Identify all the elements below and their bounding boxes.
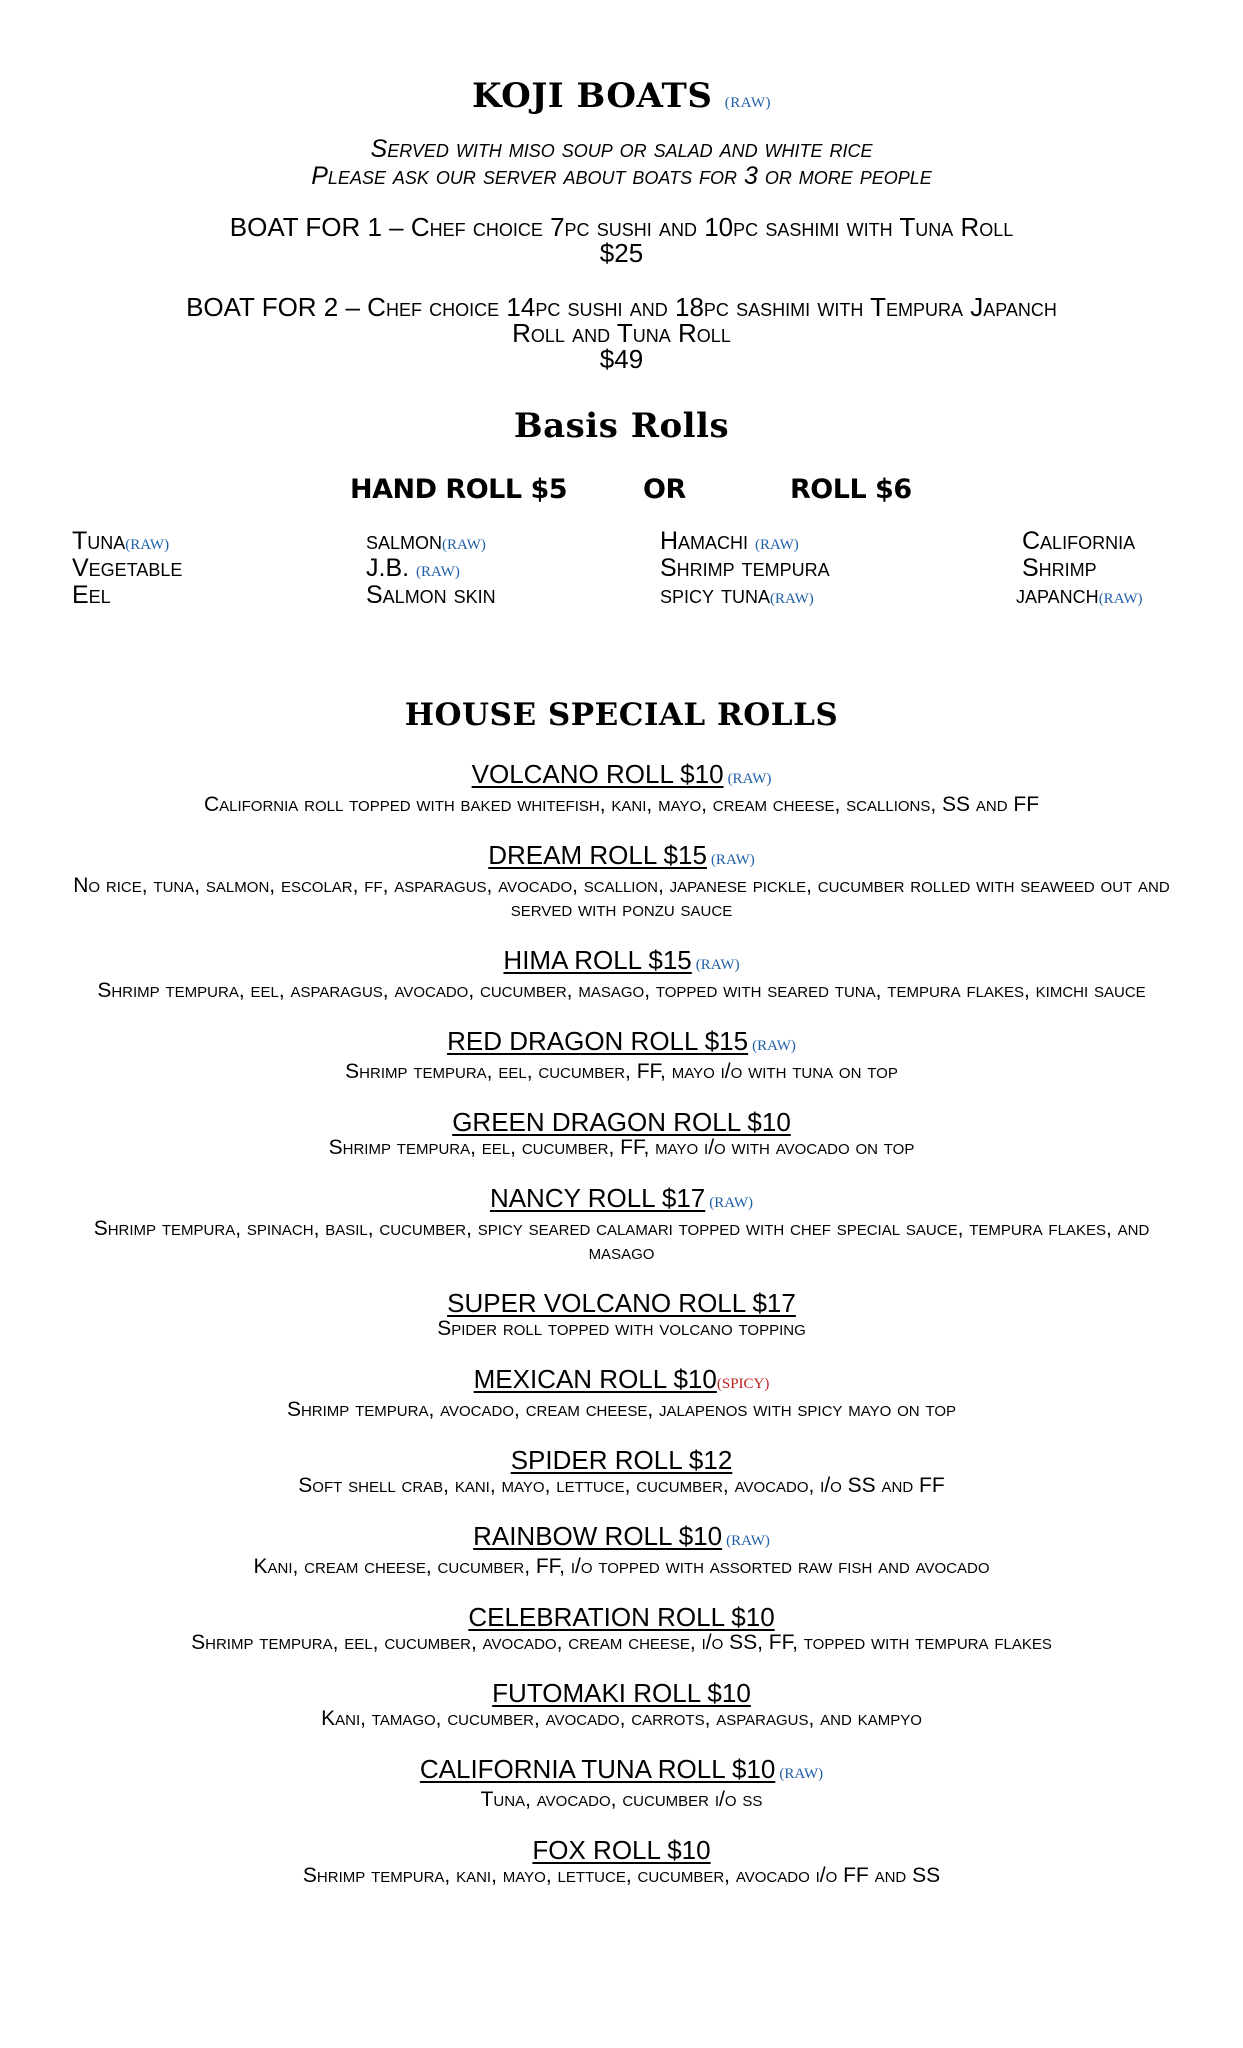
roll-item (70, 1836, 1173, 1888)
roll-description: Shrimp tempura, kani, mayo, lettuce, cucumber, avocado i/o FF and SS (302, 1864, 941, 1887)
roll-title: RED DRAGON ROLL $15 (447, 1026, 749, 1056)
roll-title: SPIDER ROLL $12 (510, 1445, 733, 1475)
roll-description: Spider roll topped with volcano topping (437, 1317, 806, 1340)
roll-item (70, 1755, 1173, 1812)
roll-description: Kani, cream cheese, cucumber, FF, i/o topped with assorted raw fish and avocado (253, 1555, 990, 1578)
roll-name (70, 1836, 1173, 1864)
basis-column-4 (1016, 527, 1143, 609)
raw-tag: (RAW) (416, 564, 460, 580)
roll-title: HIMA ROLL $15 (503, 945, 692, 975)
roll-name (70, 841, 1173, 874)
raw-tag: (RAW) (779, 1766, 824, 1782)
roll-description: Shrimp tempura, eel, cucumber, FF, mayo i/o with tuna on top (345, 1060, 898, 1083)
house-special-list (70, 760, 1173, 1912)
roll-description: Shrimp tempura, avocado, cream cheese, jalapenos with spicy mayo on top (286, 1398, 957, 1421)
roll-name (70, 1365, 1173, 1398)
roll-description: Tuna, avocado, cucumber i/o ss (480, 1788, 763, 1811)
basis-rolls-title: Basis Rolls (513, 406, 730, 446)
roll-title: FOX ROLL $10 (532, 1835, 711, 1865)
roll-name (70, 1446, 1173, 1474)
roll-name (70, 1184, 1173, 1217)
basis-item: Hamachi (RAW) (660, 527, 799, 555)
raw-tag: (RAW) (695, 957, 740, 973)
roll-item (70, 1289, 1173, 1341)
boat-2-price: $49 (599, 344, 644, 374)
boat-1-price: $25 (599, 238, 644, 268)
roll-title: CALIFORNIA TUNA ROLL $10 (419, 1754, 776, 1784)
basis-column-1 (72, 528, 182, 609)
roll-title: SUPER VOLCANO ROLL $17 (447, 1288, 796, 1318)
roll-description: Kani, tamago, cucumber, avocado, carrots, asparagus, and kampyo (321, 1707, 922, 1730)
spicy-tag: (SPICY) (716, 1376, 770, 1392)
roll-title: NANCY ROLL $17 (489, 1183, 706, 1213)
koji-boats-heading (0, 76, 1243, 116)
roll-item (70, 1603, 1173, 1655)
roll-item (70, 1679, 1173, 1731)
basis-item: japanch(RAW) (1016, 581, 1143, 609)
basis-price-row (0, 474, 1243, 510)
raw-tag: (RAW) (709, 1195, 754, 1211)
basis-item: Shrimp (1022, 554, 1097, 582)
raw-tag: (RAW) (125, 537, 170, 553)
roll-name (70, 1289, 1173, 1317)
raw-tag: (RAW) (724, 95, 772, 111)
raw-tag: (RAW) (769, 591, 814, 607)
roll-name (70, 1108, 1173, 1136)
roll-description: No rice, tuna, salmon, escolar, ff, asparagus, avocado, scallion, japanese pickle, cucumber rolled with seaweed out and served with ponzu sauce (73, 874, 1170, 921)
raw-tag: (RAW) (1098, 591, 1143, 607)
raw-tag: (RAW) (755, 537, 799, 553)
koji-boats-title: KOJI BOATS (471, 76, 713, 116)
basis-item: J.B. (RAW) (366, 554, 460, 582)
basis-item: spicy tuna(RAW) (660, 581, 814, 609)
roll-description: Shrimp tempura, eel, cucumber, avocado, cream cheese, i/o SS, FF, topped with tempura flakes (191, 1631, 1052, 1654)
roll-description: Shrimp tempura, eel, asparagus, avocado, cucumber, masago, topped with seared tuna, tempura flakes, kimchi sauce (97, 979, 1146, 1002)
roll-item (70, 760, 1173, 817)
roll-name (70, 1027, 1173, 1060)
boat-1-line: BOAT FOR 1 – Chef choice 7pc sushi and 10pc sashimi with Tuna Roll (229, 212, 1014, 242)
roll-title: RAINBOW ROLL $10 (473, 1521, 723, 1551)
raw-tag: (RAW) (726, 1533, 770, 1549)
boats-note-2: Please ask our server about boats for 3 or more people (311, 162, 932, 190)
roll-title: FUTOMAKI ROLL $10 (492, 1678, 751, 1708)
roll-item (70, 1365, 1173, 1422)
raw-tag: (RAW) (752, 1038, 796, 1054)
roll-item (70, 1027, 1173, 1084)
boats-note-1: Served with miso soup or salad and white rice (370, 135, 873, 163)
roll-description: Shrimp tempura, spinach, basil, cucumber, spicy seared calamari topped with chef special sauce, tempura flakes, and masago (93, 1217, 1150, 1264)
basis-item: salmon(RAW) (366, 527, 486, 555)
basis-item: Salmon skin (366, 581, 496, 609)
basis-column-2 (366, 528, 496, 609)
raw-tag: (RAW) (727, 771, 772, 787)
roll-item (70, 841, 1173, 922)
hand-roll-price: HAND ROLL $5 (350, 474, 568, 505)
boat-2-line-2: Roll and Tuna Roll (512, 318, 731, 348)
roll-title: GREEN DRAGON ROLL $10 (452, 1107, 791, 1137)
roll-item (70, 1446, 1173, 1498)
roll-item (70, 1522, 1173, 1579)
roll-name (70, 1603, 1173, 1631)
roll-price: ROLL $6 (790, 474, 912, 505)
basis-item: Tuna(RAW) (72, 527, 170, 555)
roll-title: CELEBRATION ROLL $10 (468, 1602, 775, 1632)
roll-name (70, 1755, 1173, 1788)
roll-name (70, 760, 1173, 793)
raw-tag: (RAW) (710, 852, 755, 868)
house-special-title: HOUSE SPECIAL ROLLS (404, 697, 839, 733)
roll-item (70, 946, 1173, 1003)
or-label: OR (643, 474, 686, 505)
basis-item: Eel (72, 581, 111, 609)
roll-description: Shrimp tempura, eel, cucumber, FF, mayo i/o with avocado on top (328, 1136, 915, 1159)
roll-item (70, 1108, 1173, 1160)
basis-item: Shrimp tempura (660, 554, 830, 582)
roll-title: MEXICAN ROLL $10 (473, 1364, 717, 1394)
roll-title: DREAM ROLL $15 (488, 840, 707, 870)
boat-2-line-1: BOAT FOR 2 – Chef choice 14pc sushi and 18pc sashimi with Tempura Japanch (186, 292, 1057, 322)
basis-column-3 (660, 528, 830, 609)
roll-title: VOLCANO ROLL $10 (471, 759, 724, 789)
raw-tag: (RAW) (442, 537, 486, 553)
roll-name (70, 946, 1173, 979)
roll-description: Soft shell crab, kani, mayo, lettuce, cucumber, avocado, i/o SS and FF (298, 1474, 945, 1497)
basis-item: California (1022, 527, 1136, 555)
roll-description: California roll topped with baked whitefish, kani, mayo, cream cheese, scallions, SS and FF (203, 793, 1040, 816)
basis-item: Vegetable (72, 554, 183, 582)
roll-item (70, 1184, 1173, 1265)
roll-name (70, 1522, 1173, 1555)
roll-name (70, 1679, 1173, 1707)
